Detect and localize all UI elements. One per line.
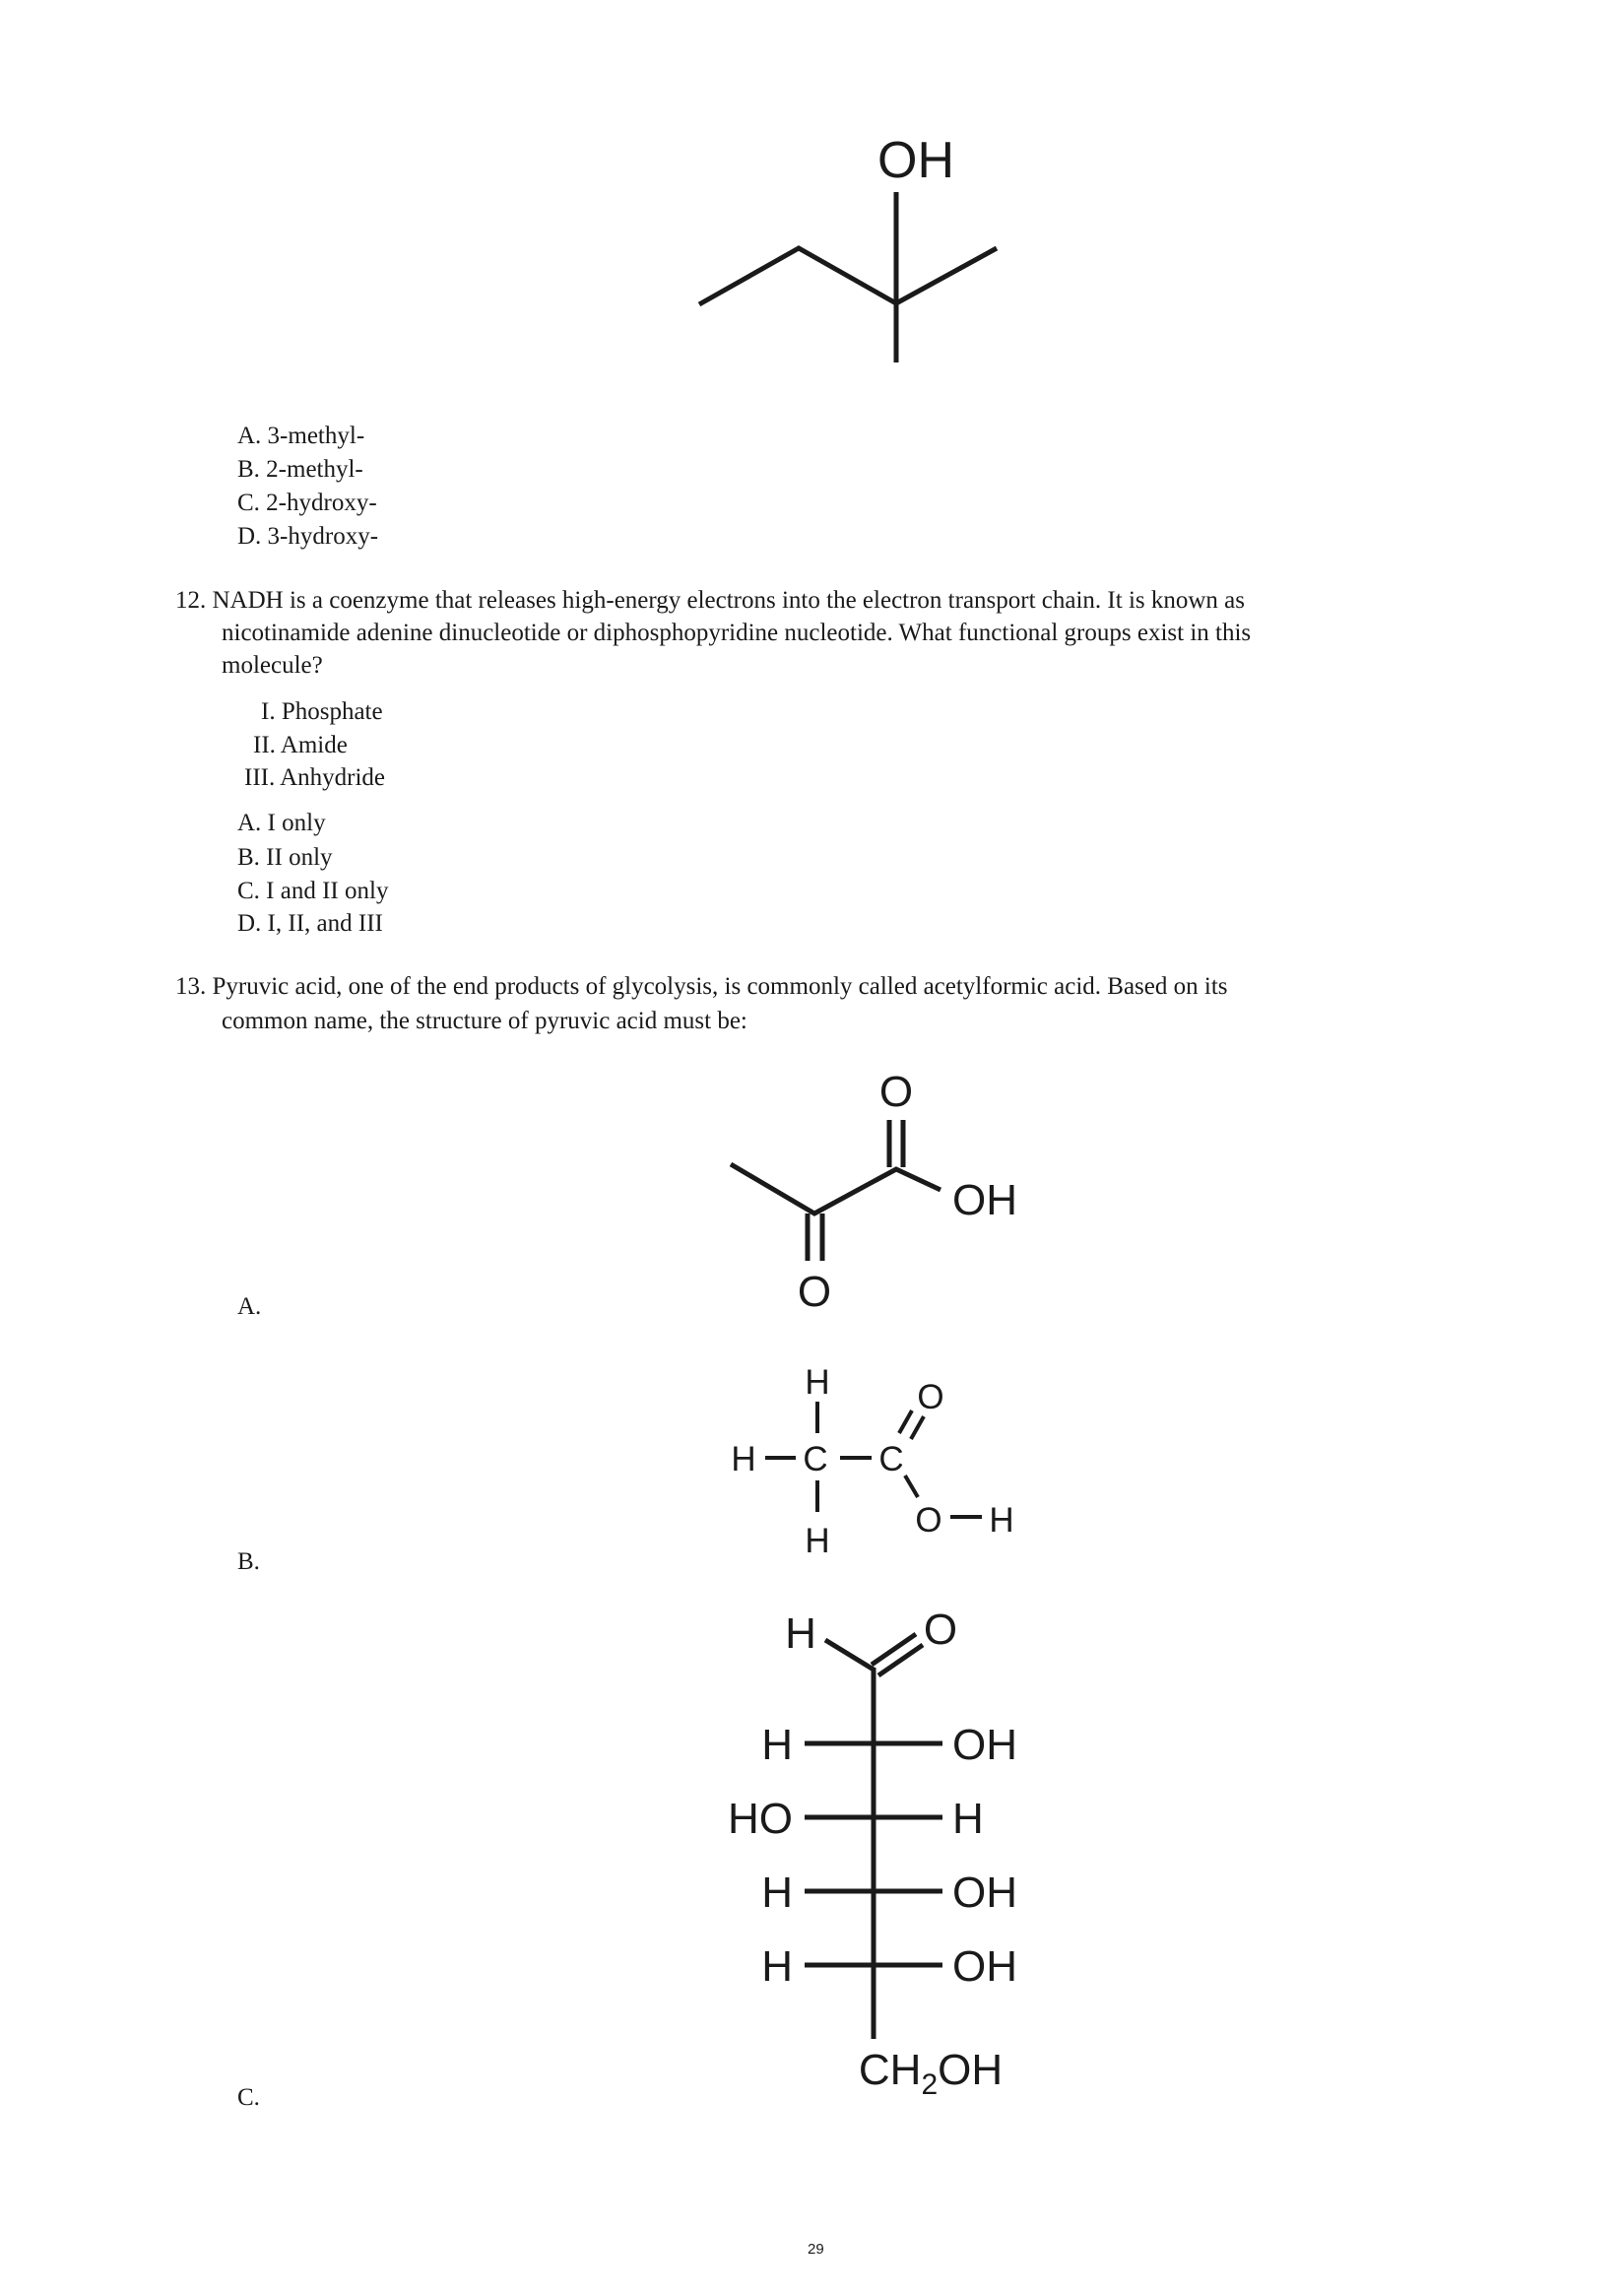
option-b: B. 2-methyl- bbox=[237, 456, 363, 483]
carbon-label: C bbox=[803, 1440, 828, 1478]
option-a-label: A. bbox=[237, 1293, 262, 1320]
oh-label: OH bbox=[877, 132, 954, 189]
hydrogen-label: H bbox=[785, 1609, 816, 1658]
substituent-right: OH bbox=[952, 1942, 1017, 1991]
question-12-text: nicotinamide adenine dinucleotide or diphosphopyridine nucleotide. What functional groups exist in this bbox=[222, 620, 1252, 646]
substituent-left: H bbox=[761, 1869, 793, 1917]
carbon-label: C bbox=[878, 1440, 904, 1478]
page-number: 29 bbox=[808, 2241, 824, 2258]
substituent-left: H bbox=[761, 1942, 793, 1991]
oxygen-label: O bbox=[915, 1501, 942, 1540]
oxygen-label: O bbox=[797, 1268, 832, 1316]
oxygen-label: O bbox=[878, 1068, 914, 1116]
substituent-right: OH bbox=[952, 1721, 1017, 1769]
roman-item-3: III. Anhydride bbox=[244, 764, 386, 791]
oxygen-label: O bbox=[917, 1378, 944, 1416]
option-b: B. II only bbox=[237, 844, 333, 871]
option-b-label: B. bbox=[237, 1548, 260, 1575]
hydroxyl-label: OH bbox=[952, 1176, 1017, 1224]
option-a: A. 3-methyl- bbox=[237, 423, 365, 449]
structure-option-b bbox=[731, 1363, 1013, 1560]
substituent-left: H bbox=[761, 1721, 793, 1769]
roman-item-2: II. Amide bbox=[253, 732, 348, 758]
ch2oh-label: $CH_2OH$ bbox=[858, 2046, 1004, 2101]
question-12-text: 12. NADH is a coenzyme that releases high-energy electrons into the electron transport chain. It is known as bbox=[175, 587, 1246, 614]
question-13-text: 13. Pyruvic acid, one of the end products of glycolysis, is commonly called acetylformic acid. Based on its bbox=[175, 973, 1228, 1000]
option-d: D. 3-hydroxy- bbox=[237, 523, 379, 550]
question-13-text: common name, the structure of pyruvic acid must be: bbox=[222, 1008, 747, 1034]
substituent-left: HO bbox=[728, 1795, 793, 1843]
option-c: C. I and II only bbox=[237, 878, 389, 904]
structure-option-c bbox=[728, 1606, 1017, 2101]
option-c: C. 2-hydroxy- bbox=[237, 490, 377, 516]
oxygen-label: O bbox=[923, 1606, 958, 1654]
question-12-text: molecule? bbox=[222, 652, 323, 679]
structure-option-a bbox=[731, 1068, 1017, 1316]
substituent-right: OH bbox=[952, 1869, 1017, 1917]
roman-item-1: I. Phosphate bbox=[261, 698, 383, 725]
structure-tertiary-alcohol bbox=[699, 132, 997, 362]
hydrogen-label: H bbox=[989, 1501, 1014, 1540]
option-a: A. I only bbox=[237, 810, 326, 836]
substituent-right: H bbox=[952, 1795, 984, 1843]
hydrogen-label: H bbox=[805, 1522, 830, 1560]
option-d: D. I, II, and III bbox=[237, 910, 383, 937]
hydrogen-label: H bbox=[731, 1440, 756, 1478]
option-c-label: C. bbox=[237, 2084, 260, 2111]
hydrogen-label: H bbox=[805, 1363, 830, 1402]
